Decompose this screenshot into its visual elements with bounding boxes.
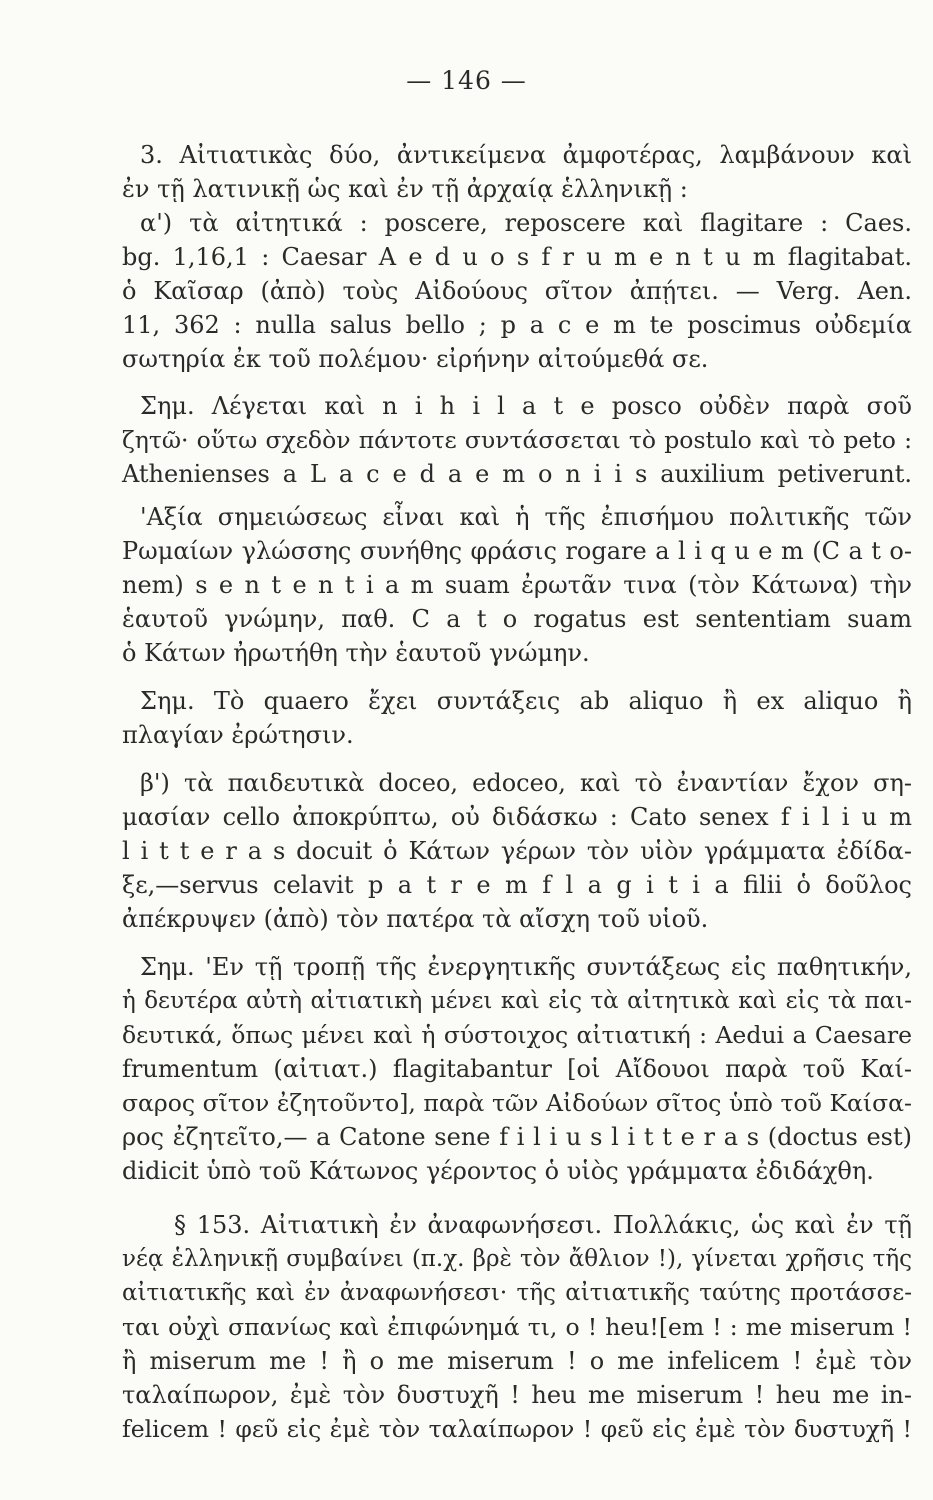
text-line: felicem ! φεῦ εἰς ἐμὲ τὸν ταλαίπωρον ! φεῦ εἰς ἐμὲ τὸν δυστυχῆ ! [122,1415,912,1443]
text-line: δευτικά, ὅπως μένει καὶ ἡ σύστοιχος αἰτιατική : Aedui a Caesare [122,1021,912,1049]
text-line: Σημ. 'Εν τῇ τροπῇ τῆς ἐνεργητικῆς συντάξεως εἰς παθητικήν, [140,953,912,981]
text-line: σωτηρία ἐκ τοῦ πολέμου· εἰρήνην αἰτούμεθά σε. [122,345,709,373]
text-line: 11, 362 : nulla salus bello ; p a c e m te poscimus οὐδεμία [122,311,912,339]
text-line: ἀπέκρυψεν (ἀπὸ) τὸν πατέρα τὰ αἴσχη τοῦ υἱοῦ. [122,905,709,933]
text-line: ξε,—servus celavit p a t r e m f l a g i t i a filii ὁ δοῦλος [122,871,912,899]
text-line: πλαγίαν ἐρώτησιν. [122,721,354,749]
text-line: ὁ Κάτων ἠρωτήθη τὴν ἑαυτοῦ γνώμην. [122,639,590,667]
text-line: ρος ἐζητεῖτο,— a Catone sene f i l i u s l i t t e r a s (doctus est) [122,1123,912,1151]
text-line: 'Αξία σημειώσεως εἶναι καὶ ἡ τῆς ἐπισήμου πολιτικῆς τῶν [140,503,912,531]
text-line: ται οὐχὶ σπανίως καὶ ἐπιφώνημά τι, o ! heu![em ! : me miserum ! [122,1313,912,1341]
text-line: didicit ὑπὸ τοῦ Κάτωνος γέροντος ὁ υἱὸς γράμματα ἐδιδάχθη. [122,1157,874,1185]
text-line: § 153. Αἰτιατικὴ ἐν ἀναφωνήσεσι. Πολλάκις, ὡς καὶ ἐν τῇ [174,1211,912,1239]
text-line: ἐν τῇ λατινικῇ ὡς καὶ ἐν τῇ ἀρχαίᾳ ἑλληνικῇ : [122,175,688,203]
text-line: frumentum (αἰτιατ.) flagitabantur [οἱ Αἴδουοι παρὰ τοῦ Καί- [122,1055,912,1083]
text-line: Athenienses a L a c e d a e m o n i i s auxilium petiverunt. [122,460,912,488]
text-line: Σημ. Τὸ quaero ἔχει συντάξεις ab aliquo ἢ ex aliquo ἢ [140,687,912,715]
text-line: αἰτιατικῆς καὶ ἐν ἀναφωνήσεσι· τῆς αἰτιατικῆς ταύτης προτάσσε- [122,1280,912,1306]
text-line: νέᾳ ἑλληνικῇ συμβαίνει (π.χ. βρὲ τὸν ἄθλιον !), γίνεται χρῆσις τῆς [122,1246,912,1272]
text-line: ζητῶ· οὕτω σχεδὸν πάντοτε συντάσσεται τὸ postulo καὶ τὸ peto : [122,426,912,454]
text-line: Ρωμαίων γλώσσης συνήθης φράσις rogare a l i q u e m (C a t o- [122,537,912,565]
text-line: l i t t e r a s docuit ὁ Κάτων γέρων τὸν υἱὸν γράμματα ἐδίδα- [122,837,912,865]
text-line: α') τὰ αἰτητικά : poscere, reposcere καὶ flagitare : Caes. [140,209,912,237]
text-line: nem) s e n t e n t i a m suam ἐρωτᾶν τινα (τὸν Κάτωνα) τὴν [122,571,912,599]
text-line: Σημ. Λέγεται καὶ n i h i l a t e posco οὐδὲν παρὰ σοῦ [140,392,912,420]
text-line: μασίαν cello ἀποκρύπτω, οὐ διδάσκω : Cato senex f i l i u m [122,803,912,831]
text-line: 3. Αἰτιατικὰς δύο, ἀντικείμενα ἀμφοτέρας, λαμβάνουν καὶ [140,141,912,169]
text-line: bg. 1,16,1 : Caesar A e d u o s f r u m e n t u m flagitabat. [122,243,912,271]
text-line: ἡ δευτέρα αὐτὴ αἰτιατικὴ μένει καὶ εἰς τὰ αἰτητικὰ καὶ εἰς τὰ παι- [122,988,912,1014]
text-line: β') τὰ παιδευτικὰ doceo, edoceo, καὶ τὸ ἐναντίαν ἔχον ση- [140,769,912,797]
text-line: ὁ Καῖσαρ (ἀπὸ) τοὺς Αἰδούους σῖτον ἀπῄτει. — Verg. Aen. [122,277,912,305]
text-line: ἑαυτοῦ γνώμην, παθ. C a t o rogatus est sententiam suam [122,605,912,633]
text-line: σαρος σῖτον ἐζητοῦντο], παρὰ τῶν Αἰδούων σῖτος ὑπὸ τοῦ Καίσα- [122,1089,912,1117]
text-line: ταλαίπωρον, ἐμὲ τὸν δυστυχῆ ! heu me miserum ! heu me in- [122,1381,912,1409]
text-line: ἢ miserum me ! ἢ o me miserum ! o me infelicem ! ἐμὲ τὸν [122,1347,912,1375]
page-number: — 146 — [406,66,527,95]
